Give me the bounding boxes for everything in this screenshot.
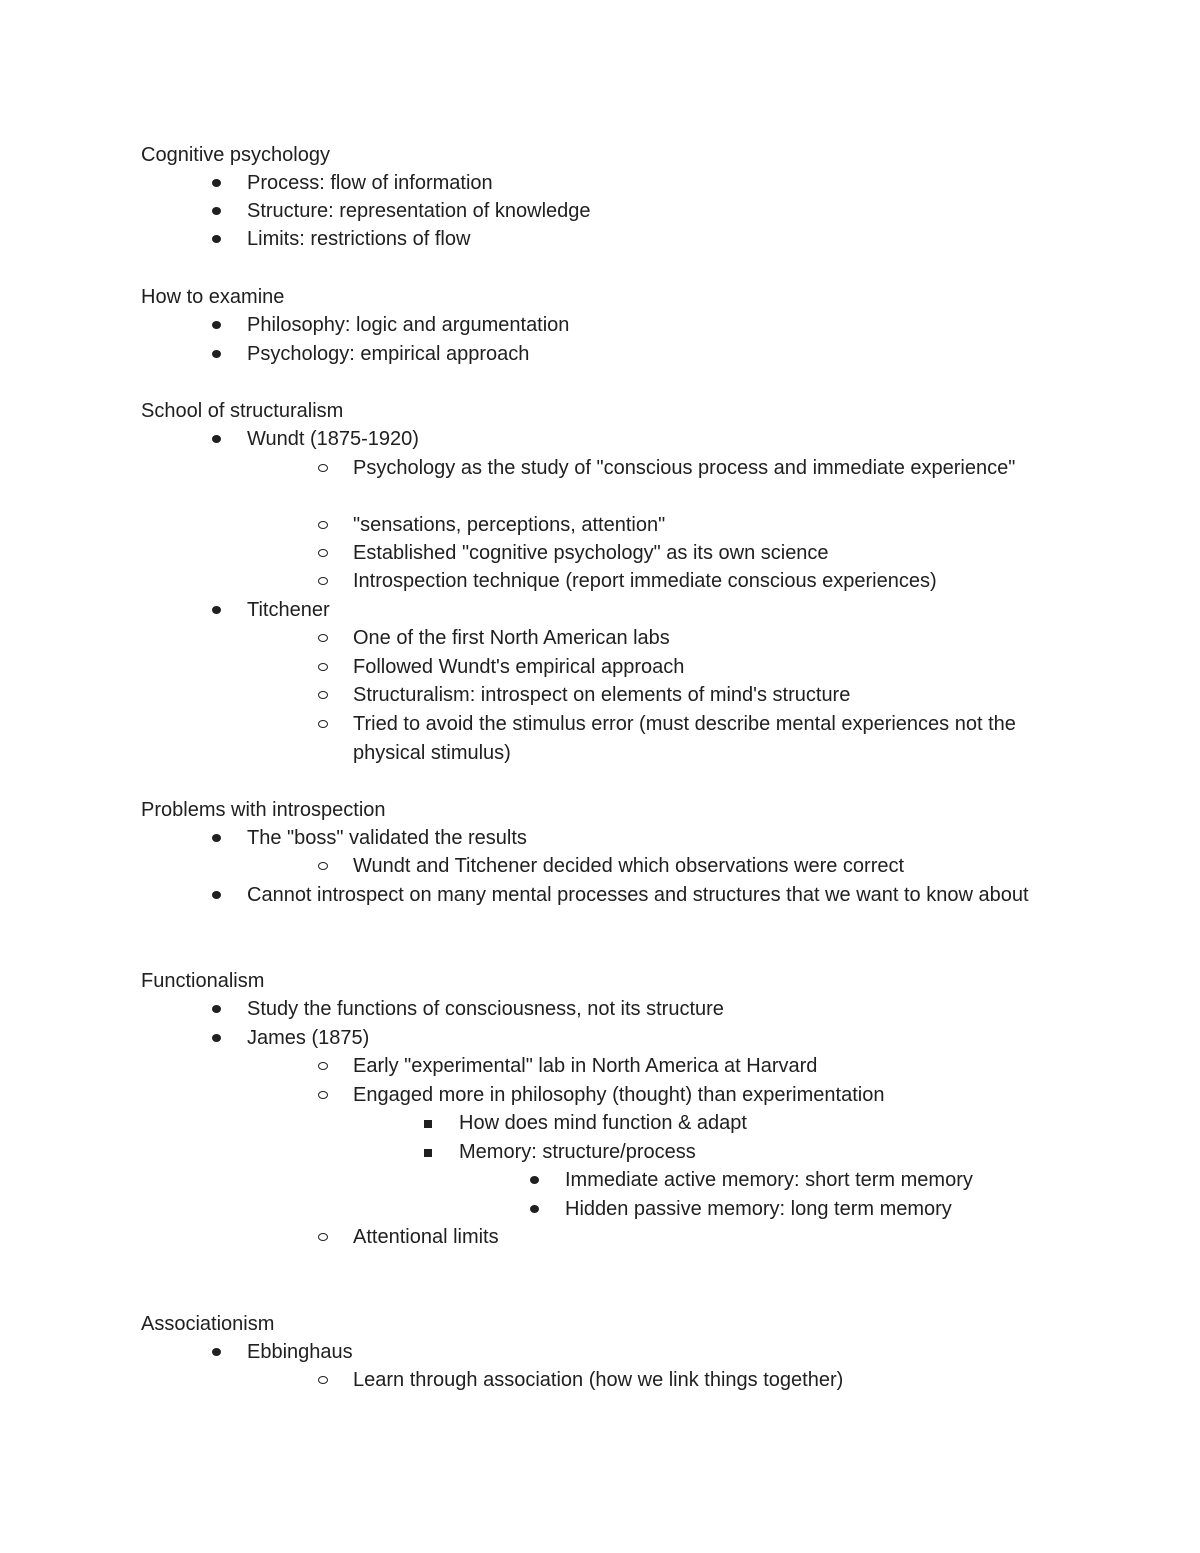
list-item: James (1875) <box>247 1024 1047 1053</box>
list-item: Immediate active memory: short term memory <box>565 1166 1035 1195</box>
list-item: Early "experimental" lab in North America at Harvard <box>353 1052 1043 1081</box>
hollow-bullet-icon <box>318 862 328 870</box>
filled-bullet-icon <box>212 435 221 443</box>
filled-bullet-icon <box>212 1005 221 1013</box>
hollow-bullet-icon <box>318 663 328 671</box>
filled-bullet-icon <box>212 235 221 243</box>
hollow-bullet-icon <box>318 720 328 728</box>
list-item: Attentional limits <box>353 1223 1043 1252</box>
hollow-bullet-icon <box>318 464 328 472</box>
square-bullet-icon <box>424 1120 432 1128</box>
list-item: Structure: representation of knowledge <box>247 197 1047 226</box>
section-heading: School of structuralism <box>141 400 344 422</box>
hollow-bullet-icon <box>318 1062 328 1070</box>
filled-bullet-icon <box>212 834 221 842</box>
list-item: Engaged more in philosophy (thought) than experimentation <box>353 1081 1043 1110</box>
list-item: One of the first North American labs <box>353 624 1043 653</box>
section-heading: Cognitive psychology <box>141 144 330 166</box>
list-item: Wundt (1875-1920) <box>247 425 1047 454</box>
section-heading: Problems with introspection <box>141 799 386 821</box>
list-item: Limits: restrictions of flow <box>247 225 1047 254</box>
list-item: Established "cognitive psychology" as its own science <box>353 539 1043 568</box>
list-item: Learn through association (how we link things together) <box>353 1366 1043 1395</box>
hollow-bullet-icon <box>318 577 328 585</box>
filled-bullet-icon <box>530 1176 539 1184</box>
square-bullet-icon <box>424 1149 432 1157</box>
list-item: Cannot introspect on many mental processes and structures that we want to know about <box>247 881 1047 910</box>
list-item: The "boss" validated the results <box>247 824 1047 853</box>
hollow-bullet-icon <box>318 1233 328 1241</box>
list-item: Hidden passive memory: long term memory <box>565 1195 1035 1224</box>
filled-bullet-icon <box>212 1034 221 1042</box>
list-item: Titchener <box>247 596 1047 625</box>
hollow-bullet-icon <box>318 521 328 529</box>
section-heading: Associationism <box>141 1313 275 1335</box>
list-item: How does mind function & adapt <box>459 1109 1039 1138</box>
filled-bullet-icon <box>212 207 221 215</box>
filled-bullet-icon <box>212 350 221 358</box>
list-item: Followed Wundt's empirical approach <box>353 653 1043 682</box>
hollow-bullet-icon <box>318 1091 328 1099</box>
list-item: "sensations, perceptions, attention" <box>353 511 1043 540</box>
list-item: Study the functions of consciousness, not its structure <box>247 995 1047 1024</box>
filled-bullet-icon <box>212 606 221 614</box>
list-item: Psychology: empirical approach <box>247 340 1047 369</box>
hollow-bullet-icon <box>318 1376 328 1384</box>
filled-bullet-icon <box>212 321 221 329</box>
list-item: Ebbinghaus <box>247 1338 1047 1367</box>
section-heading: How to examine <box>141 286 285 308</box>
filled-bullet-icon <box>530 1205 539 1213</box>
section-heading: Functionalism <box>141 970 265 992</box>
list-item: Introspection technique (report immediate conscious experiences) <box>353 567 1043 596</box>
hollow-bullet-icon <box>318 634 328 642</box>
list-item: Memory: structure/process <box>459 1138 1039 1167</box>
list-item: Tried to avoid the stimulus error (must describe mental experiences not the physical stimulus) <box>353 710 1043 767</box>
list-item: Structuralism: introspect on elements of mind's structure <box>353 681 1043 710</box>
filled-bullet-icon <box>212 1348 221 1356</box>
list-item: Philosophy: logic and argumentation <box>247 311 1047 340</box>
hollow-bullet-icon <box>318 549 328 557</box>
list-item: Wundt and Titchener decided which observations were correct <box>353 852 1043 881</box>
filled-bullet-icon <box>212 179 221 187</box>
filled-bullet-icon <box>212 891 221 899</box>
hollow-bullet-icon <box>318 691 328 699</box>
list-item: Process: flow of information <box>247 169 1047 198</box>
list-item: Psychology as the study of "conscious process and immediate experience" <box>353 454 1043 483</box>
